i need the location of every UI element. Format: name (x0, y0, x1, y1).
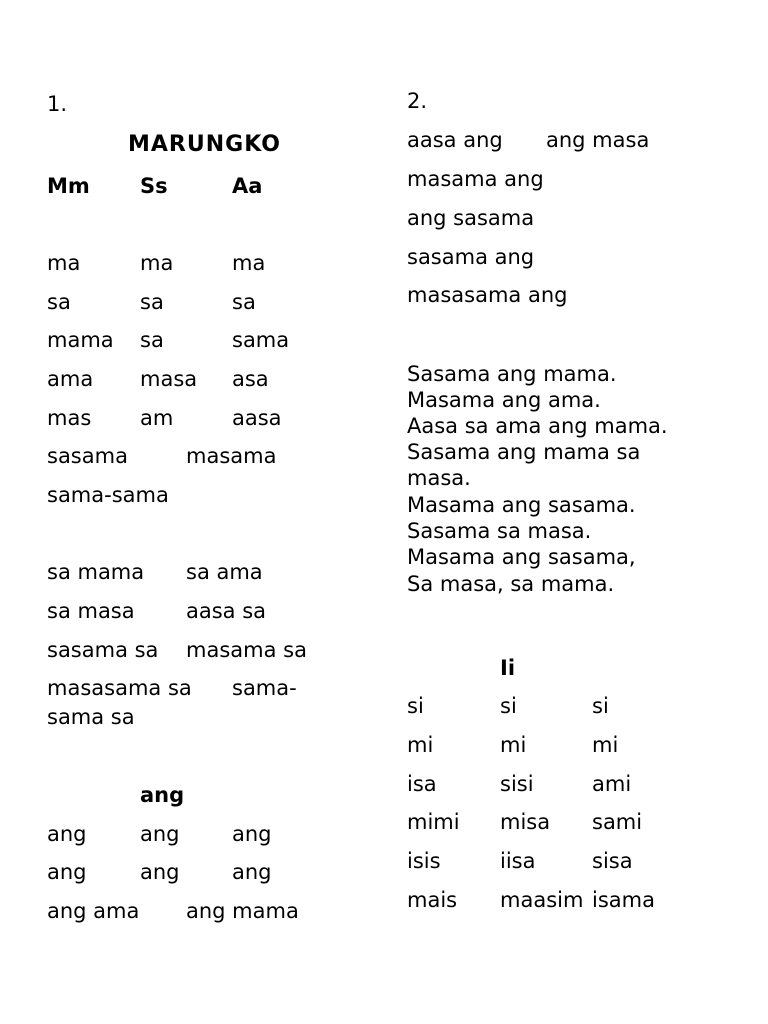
ii-cell: sami (592, 810, 643, 834)
ang-cell: ang (232, 822, 272, 846)
ang-cell: ang ama (47, 899, 140, 923)
header-mm: Mm (47, 174, 90, 198)
ang-cell: ang (140, 822, 180, 846)
ii-cell: isis (407, 849, 441, 873)
sentence-line: masa. (407, 466, 471, 490)
phrase-cell: sa mama (47, 560, 145, 584)
phrase-cell: ang masa (546, 128, 650, 152)
ang-cell: ang (140, 860, 180, 884)
ii-cell: mi (500, 733, 527, 757)
ii-cell: mi (592, 733, 619, 757)
ang-cell: ang mama (186, 899, 299, 923)
phrase-cell: aasa sa (186, 599, 267, 623)
sentence-line: Sa masa, sa mama. (407, 572, 615, 596)
ii-cell: isa (407, 772, 437, 796)
word-cell: sama-sama (47, 483, 169, 507)
phrase-cell: sasama sa (47, 638, 159, 662)
sentence-line: Masama ang sasama, (407, 545, 636, 569)
phrase-cell: sama- (232, 676, 297, 700)
word-cell: masama (186, 444, 277, 468)
syllable-cell: sa (140, 328, 164, 352)
sentence-line: Masama ang ama. (407, 388, 601, 412)
ang-heading: ang (140, 783, 185, 807)
ii-cell: mi (407, 733, 434, 757)
syllable-cell: sa (232, 290, 256, 314)
syllable-cell: asa (232, 367, 269, 391)
ii-cell: sisi (500, 772, 534, 796)
syllable-cell: masa (140, 367, 198, 391)
phrase-line: masasama ang (407, 283, 568, 307)
syllable-cell: ma (47, 251, 81, 275)
ii-heading: Ii (500, 656, 516, 680)
sentence-line: Sasama ang mama sa (407, 440, 641, 464)
ii-cell: ami (592, 772, 632, 796)
syllable-cell: mas (47, 406, 92, 430)
phrase-cell: masama sa (186, 638, 307, 662)
phrase-line: masama ang (407, 167, 544, 191)
ii-cell: mais (407, 888, 458, 912)
phrase-line: sasama ang (407, 245, 535, 269)
section-number-2: 2. (407, 89, 428, 113)
phrase-cell: masasama sa (47, 676, 192, 700)
syllable-cell: ama (47, 367, 94, 391)
ii-cell: maasim (500, 888, 584, 912)
syllable-cell: am (140, 406, 174, 430)
syllable-cell: mama (47, 328, 114, 352)
ii-cell: si (500, 694, 517, 718)
syllable-cell: sa (140, 290, 164, 314)
syllable-cell: aasa (232, 406, 282, 430)
phrase-cell: sama sa (47, 705, 135, 729)
sentence-line: Sasama sa masa. (407, 519, 592, 543)
phrase-cell: sa ama (186, 560, 263, 584)
syllable-cell: sa (47, 290, 71, 314)
syllable-cell: sama (232, 328, 290, 352)
phrase-cell: sa masa (47, 599, 135, 623)
ii-cell: mimi (407, 810, 460, 834)
ii-cell: si (407, 694, 424, 718)
ii-cell: si (592, 694, 609, 718)
ii-cell: misa (500, 810, 551, 834)
header-aa: Aa (232, 174, 263, 198)
word-cell: sasama (47, 444, 128, 468)
ang-cell: ang (47, 860, 87, 884)
sentence-line: Aasa sa ama ang mama. (407, 414, 668, 438)
phrase-cell: aasa ang (407, 128, 503, 152)
sentence-line: Sasama ang mama. (407, 362, 617, 386)
phrase-line: ang sasama (407, 206, 535, 230)
ii-cell: sisa (592, 849, 633, 873)
ii-cell: isama (592, 888, 655, 912)
page-title: MARUNGKO (128, 132, 281, 157)
sentence-line: Masama ang sasama. (407, 493, 636, 517)
ii-cell: iisa (500, 849, 536, 873)
syllable-cell: ma (232, 251, 266, 275)
ang-cell: ang (232, 860, 272, 884)
section-number-1: 1. (47, 92, 68, 116)
ang-cell: ang (47, 822, 87, 846)
header-ss: Ss (140, 174, 168, 198)
syllable-cell: ma (140, 251, 174, 275)
